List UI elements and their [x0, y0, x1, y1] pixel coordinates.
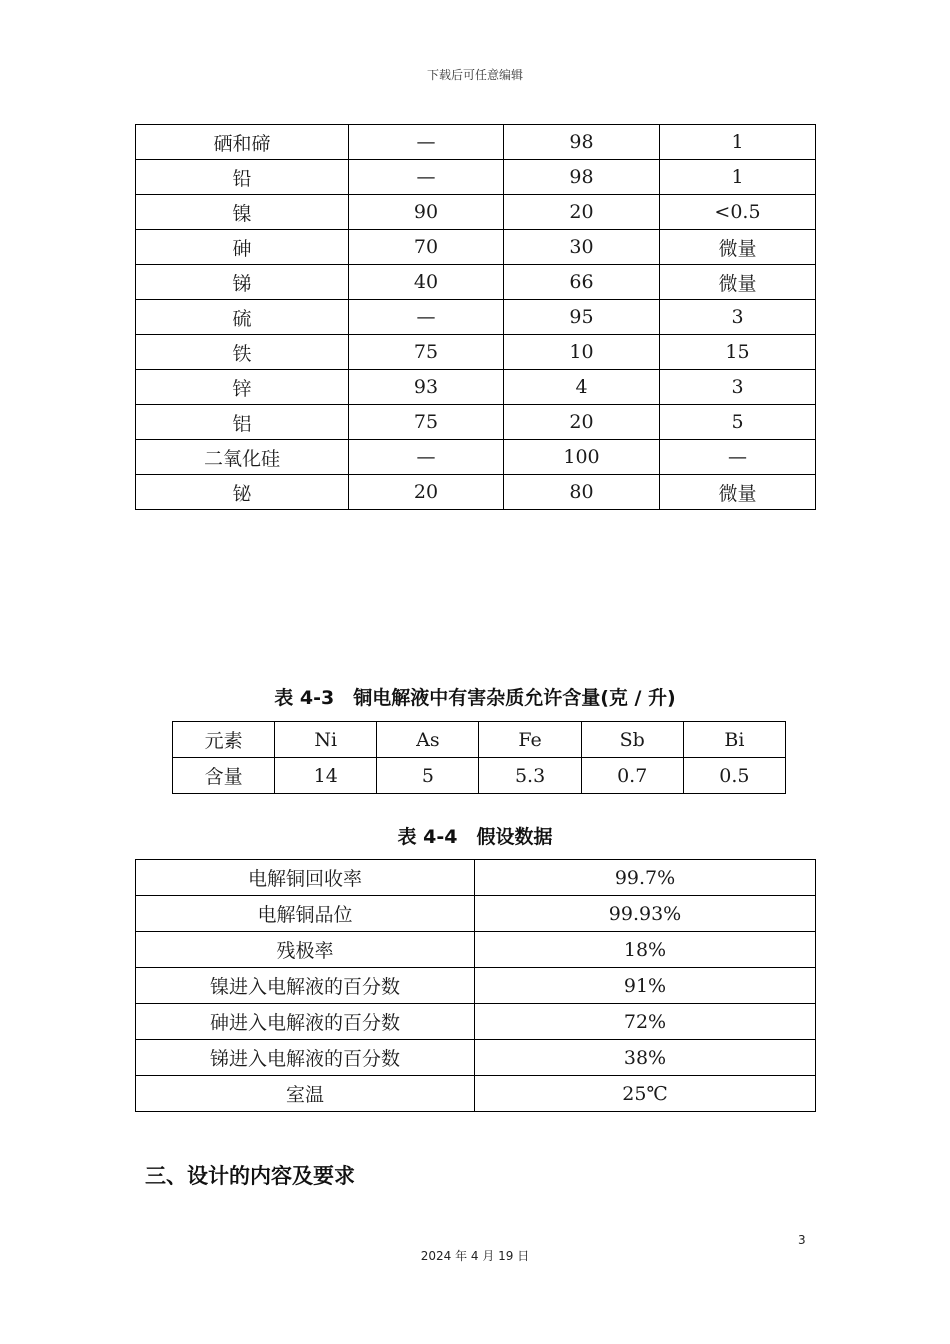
table-cell: 3	[660, 300, 816, 335]
table-row	[136, 160, 816, 195]
table-cell: 95	[504, 300, 660, 335]
table-cell: 18%	[475, 932, 816, 968]
table-cell: 微量	[660, 230, 816, 265]
section-heading: 三、设计的内容及要求	[145, 1164, 355, 1188]
table-cell: <0.5	[660, 195, 816, 230]
table-cell: —	[660, 440, 816, 475]
table-row	[136, 968, 816, 1004]
table-cell: 14	[275, 758, 377, 794]
table-cell: 99.7%	[475, 860, 816, 896]
table-cell: —	[349, 125, 504, 160]
table-cell: 75	[349, 405, 504, 440]
table-row	[136, 860, 816, 896]
table-cell: 锑	[136, 265, 349, 300]
table-cell: 砷	[136, 230, 349, 265]
table-cell: 镍	[136, 195, 349, 230]
table-cell: 锌	[136, 370, 349, 405]
table-row	[136, 335, 816, 370]
table-cell: 15	[660, 335, 816, 370]
table-row	[136, 300, 816, 335]
table-cell: 72%	[475, 1004, 816, 1040]
table-cell: 硫	[136, 300, 349, 335]
table-cell: 4	[504, 370, 660, 405]
table-cell: 微量	[660, 265, 816, 300]
table-caption: 表 4-3 铜电解液中有害杂质允许含量(克 / 升)	[274, 687, 676, 709]
table-cell: —	[349, 300, 504, 335]
table-row	[136, 475, 816, 510]
table-cell: 93	[349, 370, 504, 405]
table-cell: 砷进入电解液的百分数	[136, 1004, 475, 1040]
page-number: 3	[798, 1233, 806, 1247]
table-cell: Ni	[275, 722, 377, 758]
table-cell: 0.7	[581, 758, 683, 794]
table-row	[136, 195, 816, 230]
table-cell: 二氧化硅	[136, 440, 349, 475]
table-cell: 室温	[136, 1076, 475, 1112]
table-cell: 铝	[136, 405, 349, 440]
table-cell: 30	[504, 230, 660, 265]
table-row	[136, 405, 816, 440]
table-cell: 10	[504, 335, 660, 370]
table-row	[136, 230, 816, 265]
table-cell: 80	[504, 475, 660, 510]
table-row	[136, 1040, 816, 1076]
allowed-impurity-table	[172, 721, 786, 794]
table-cell: 残极率	[136, 932, 475, 968]
table-cell: 70	[349, 230, 504, 265]
table-cell: 铅	[136, 160, 349, 195]
table-cell: —	[349, 440, 504, 475]
table-row	[136, 440, 816, 475]
table-cell: 98	[504, 125, 660, 160]
table-cell: 66	[504, 265, 660, 300]
table-cell: 锑进入电解液的百分数	[136, 1040, 475, 1076]
table-cell: As	[377, 722, 479, 758]
table-row	[136, 370, 816, 405]
table-cell: 1	[660, 160, 816, 195]
table-cell: Sb	[581, 722, 683, 758]
table-row	[136, 1004, 816, 1040]
table-cell: 98	[504, 160, 660, 195]
table-cell: Bi	[683, 722, 785, 758]
table-row	[173, 758, 786, 794]
table-cell: 25℃	[475, 1076, 816, 1112]
table-cell: 38%	[475, 1040, 816, 1076]
table-row	[136, 932, 816, 968]
table-cell: 20	[504, 195, 660, 230]
table-cell: 100	[504, 440, 660, 475]
table-cell: 20	[504, 405, 660, 440]
table-cell: 0.5	[683, 758, 785, 794]
table-cell: 微量	[660, 475, 816, 510]
table-cell: 镍进入电解液的百分数	[136, 968, 475, 1004]
page-header: 下载后可任意编辑	[426, 68, 523, 82]
table-cell: 75	[349, 335, 504, 370]
table-cell: —	[349, 160, 504, 195]
table-cell: 元素	[173, 722, 275, 758]
table-cell: Fe	[479, 722, 581, 758]
table-cell: 91%	[475, 968, 816, 1004]
table-cell: 电解铜回收率	[136, 860, 475, 896]
table-cell: 电解铜品位	[136, 896, 475, 932]
table-row	[136, 265, 816, 300]
table-cell: 5.3	[479, 758, 581, 794]
table-row	[136, 125, 816, 160]
table-caption: 表 4-4 假设数据	[397, 826, 553, 848]
assumed-data-table	[135, 859, 816, 1112]
table-cell: 1	[660, 125, 816, 160]
table-cell: 99.93%	[475, 896, 816, 932]
table-cell: 含量	[173, 758, 275, 794]
table-cell: 3	[660, 370, 816, 405]
table-cell: 90	[349, 195, 504, 230]
table-cell: 40	[349, 265, 504, 300]
table-cell: 20	[349, 475, 504, 510]
table-cell: 铋	[136, 475, 349, 510]
impurity-distribution-table	[135, 124, 816, 510]
table-row	[136, 1076, 816, 1112]
table-cell: 铁	[136, 335, 349, 370]
table-row	[173, 722, 786, 758]
table-cell: 硒和碲	[136, 125, 349, 160]
table-row	[136, 896, 816, 932]
table-cell: 5	[377, 758, 479, 794]
footer-date: 2024 年 4 月 19 日	[420, 1249, 530, 1263]
table-cell: 5	[660, 405, 816, 440]
